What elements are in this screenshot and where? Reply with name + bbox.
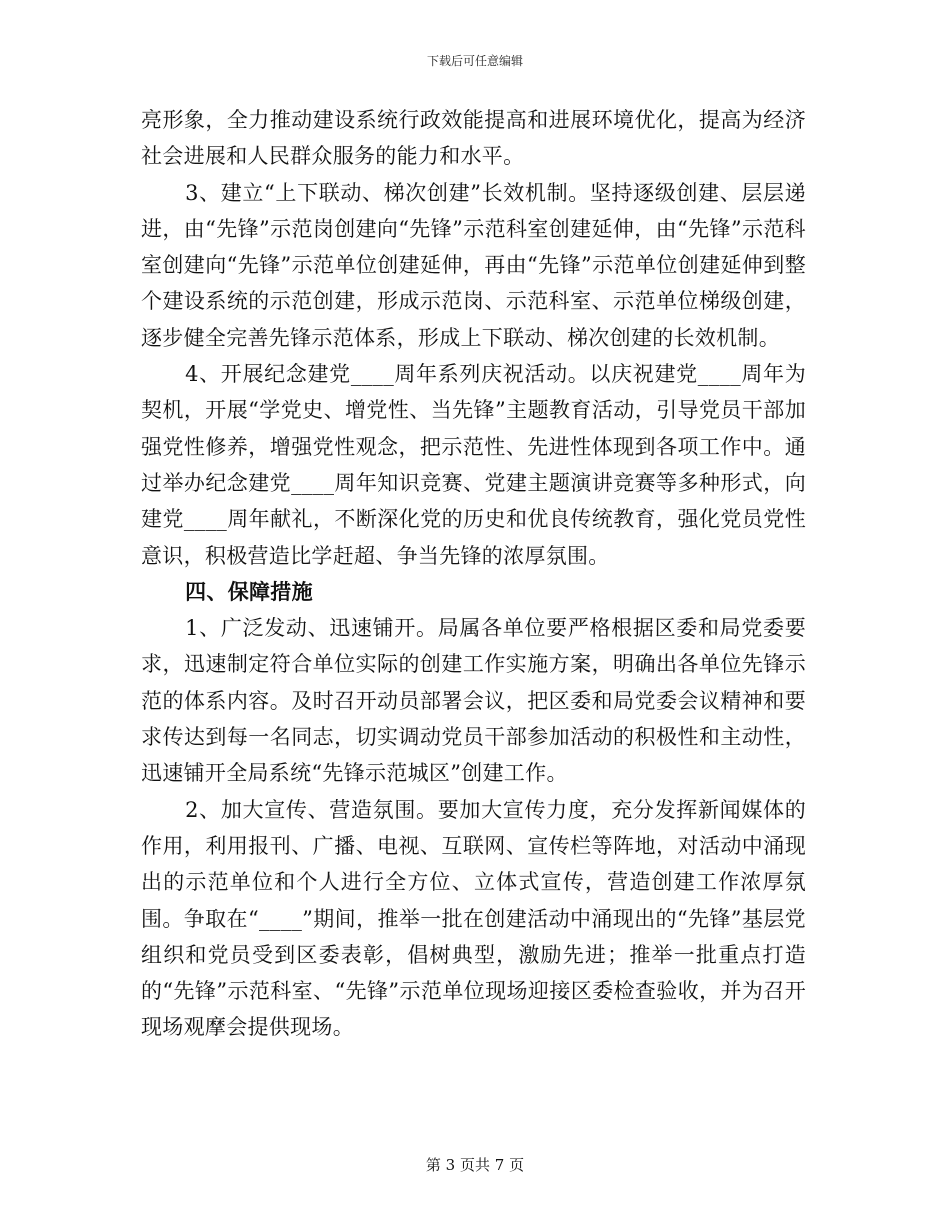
page-header: 下载后可任意编辑 [426,54,523,68]
paragraph-continuation: 亮形象，全力推动建设系统行政效能提高和进展环境优化，提高为经济社会进展和人民群众服务的能力和水平。 [141,108,806,169]
document-body [141,102,806,1046]
section-heading: 四、保障措施 [185,578,313,604]
paragraph-measure-2: 2、加大宣传、营造氛围。要加大宣传力度，充分发挥新闻媒体的作用，利用报刊、广播、电视、互联网、宣传栏等阵地，对活动中涌现出的示范单位和个人进行全方位、立体式宣传，营造创建工作浓厚氛围。争取在“____”期间，推举一批在创建活动中涌现出的“先锋”基层党组织和党员受到区委表彰，倡树典型，激励先进；推举一批重点打造的“先锋”示范科室、“先锋”示范单位现场迎接区委检查验收，并为召开现场观摩会提供现场。 [141,797,806,1040]
paragraph-item-3: 3、建立“上下联动、梯次创建”长效机制。坚持逐级创建、层层递进，由“先锋”示范岗创建向“先锋”示范科室创建延伸，由“先锋”示范科室创建向“先锋”示范单位创建延伸，再由“先锋”示范单位创建延伸到整个建设系统的示范创建，形成示范岗、示范科室、示范单位梯级创建，逐步健全完善先锋示范体系，形成上下联动、梯次创建的长效机制。 [141,180,806,350]
paragraph-item-4: 4、开展纪念建党____周年系列庆祝活动。以庆祝建党____周年为契机，开展“学党史、增党性、当先锋”主题教育活动，引导党员干部加强党性修养，增强党性观念，把示范性、先进性体现到各项工作中。通过举办纪念建党____周年知识竞赛、党建主题演讲竞赛等多种形式，向建党____周年献礼，不断深化党的历史和优良传统教育，强化党员党性意识，积极营造比学赶超、争当先锋的浓厚氛围。 [141,362,806,568]
page-number: 第 3 页共 7 页 [425,1156,525,1174]
paragraph-measure-1: 1、广泛发动、迅速铺开。局属各单位要严格根据区委和局党委要求，迅速制定符合单位实际的创建工作实施方案，明确出各单位先锋示范的体系内容。及时召开动员部署会议，把区委和局党委会议精神和要求传达到每一名同志，切实调动党员干部参加活动的积极性和主动性，迅速铺开全局系统“先锋示范城区”创建工作。 [141,616,806,786]
